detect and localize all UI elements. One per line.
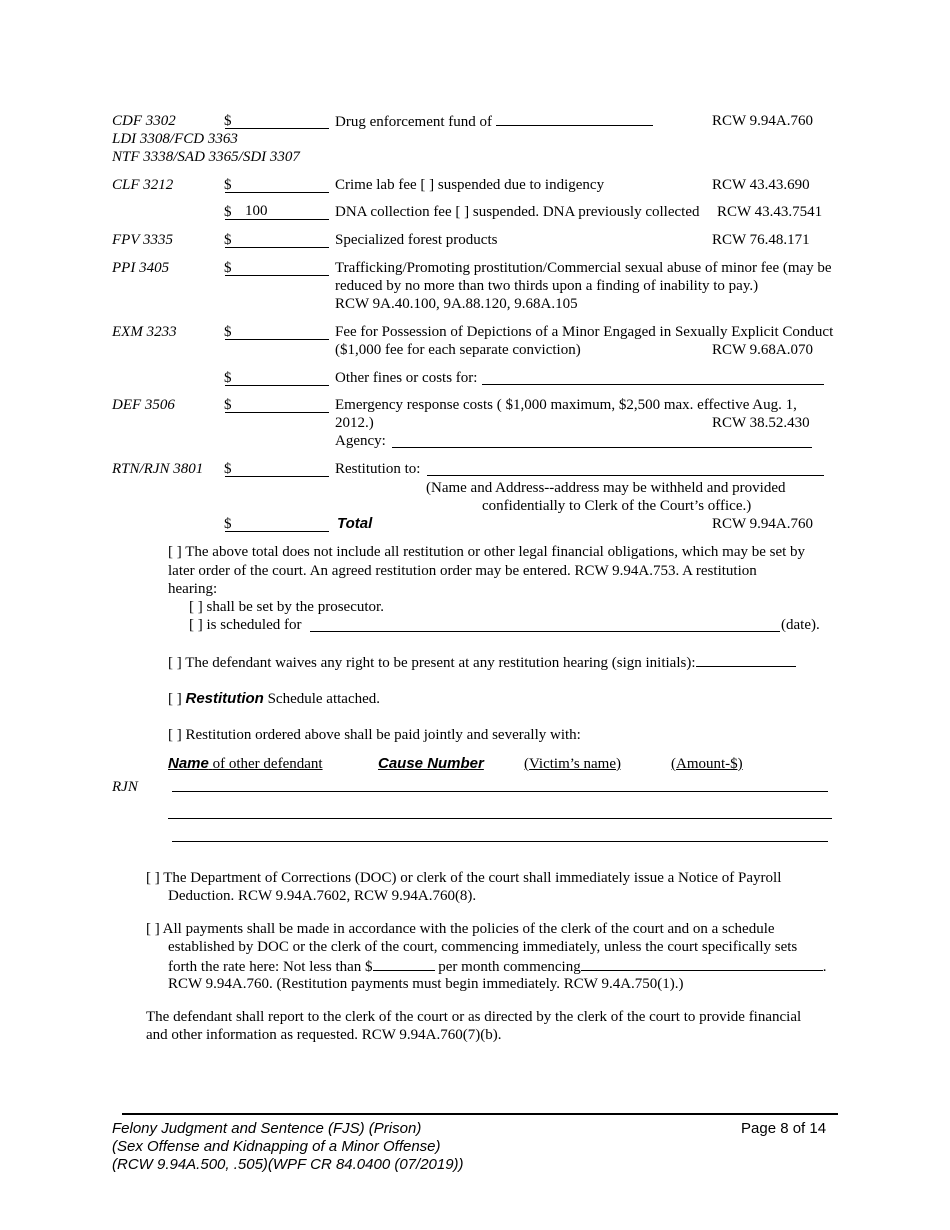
agency-label: Agency:	[335, 433, 386, 449]
joint-several-checkbox[interactable]: [ ] Restitution ordered above shall be paid jointly and severally with:	[168, 727, 581, 743]
dollar-sign: $	[224, 516, 232, 532]
payroll-deduction-text: Deduction. RCW 9.94A.7602, RCW 9.94A.760(8).	[168, 888, 477, 904]
hearing-option-scheduled[interactable]: [ ] is scheduled for	[189, 617, 302, 633]
fee-description: Drug enforcement fund of	[335, 112, 653, 131]
fee-description: Fee for Possession of Depictions of a Minor Engaged in Sexually Explicit Conduct	[335, 324, 834, 340]
dollar-sign: $	[224, 370, 232, 386]
fee-description: reduced by no more than two thirds upon a finding of inability to pay.)	[335, 278, 759, 294]
report-text: and other information as requested. RCW 9.94A.760(7)(b).	[146, 1027, 502, 1043]
footer-rule	[122, 1113, 838, 1115]
dollar-sign: $	[224, 397, 232, 413]
dollar-sign: $	[224, 324, 232, 340]
waive-checkbox-text[interactable]: [ ] The defendant waives any right to be present at any restitution hearing (sign initials):	[168, 653, 796, 672]
rcw-citation: RCW 76.48.171	[712, 232, 810, 248]
amount-field[interactable]	[225, 460, 329, 477]
footer-form-citation: (RCW 9.94A.500, .505)(WPF CR 84.0400 (07/2019))	[112, 1156, 464, 1173]
dollar-sign: $	[224, 260, 232, 276]
fee-code: EXM 3233	[112, 324, 177, 340]
rcw-citation: RCW 43.43.690	[712, 177, 810, 193]
fee-description: Other fines or costs for:	[335, 370, 478, 386]
rjn-code: RJN	[112, 779, 138, 795]
joint-defendant-line[interactable]	[172, 841, 828, 842]
payment-schedule-checkbox[interactable]: [ ] All payments shall be made in accordance with the policies of the clerk of the court and on a schedule	[146, 921, 775, 937]
hearing-date-field[interactable]	[310, 631, 780, 632]
amount-field[interactable]	[225, 323, 329, 340]
dollar-sign: $	[224, 177, 232, 193]
payroll-deduction-checkbox[interactable]: [ ] The Department of Corrections (DOC) or clerk of the court shall immediately issue a Notice of Payroll	[146, 870, 782, 886]
fee-description: DNA collection fee [ ] suspended. DNA previously collected	[335, 204, 700, 220]
fee-code: FPV 3335	[112, 232, 173, 248]
date-label: (date).	[781, 617, 820, 633]
fee-code: NTF 3338/SAD 3365/SDI 3307	[112, 149, 300, 165]
fee-description: ($1,000 fee for each separate conviction)	[335, 342, 581, 358]
dollar-sign: $	[224, 204, 232, 220]
page-number: Page 8 of 14	[741, 1120, 827, 1137]
footer-form-title: Felony Judgment and Sentence (FJS) (Prison)	[112, 1120, 422, 1137]
hearing-option-prosecutor[interactable]: [ ] shall be set by the prosecutor.	[189, 599, 384, 615]
restitution-note: confidentially to Clerk of the Court’s office.)	[482, 498, 752, 514]
schedule-attached-checkbox[interactable]: [ ] Restitution Schedule attached.	[168, 690, 381, 707]
fee-code: CLF 3212	[112, 177, 174, 193]
rcw-citation: RCW 9.68A.070	[712, 342, 813, 358]
drug-fund-field[interactable]	[496, 112, 653, 126]
payment-rate-line: forth the rate here: Not less than $ per month commencing .	[168, 959, 827, 975]
fee-description: Crime lab fee [ ] suspended due to indigency	[335, 177, 605, 193]
fee-description: Emergency response costs ( $1,000 maximum, $2,500 max. effective Aug. 1,	[335, 397, 797, 413]
amount-field[interactable]	[225, 396, 329, 413]
fee-code: PPI 3405	[112, 260, 170, 276]
column-header-amount: (Amount-$)	[671, 756, 743, 772]
footer-form-subtitle: (Sex Offense and Kidnapping of a Minor Offense)	[112, 1138, 441, 1155]
initials-field[interactable]	[696, 653, 796, 667]
restitution-paragraph: hearing:	[168, 581, 218, 597]
amount-field[interactable]	[225, 231, 329, 248]
fee-description: 2012.)	[335, 415, 374, 431]
payment-schedule-text: RCW 9.94A.760. (Restitution payments must begin immediately. RCW 9.4A.750(1).)	[168, 976, 684, 992]
amount-field[interactable]	[225, 112, 329, 129]
agency-field[interactable]	[392, 447, 812, 448]
rcw-citation: RCW 9.94A.760	[712, 113, 813, 129]
fee-code: DEF 3506	[112, 397, 175, 413]
fee-code: RTN/RJN 3801	[112, 461, 204, 477]
report-text: The defendant shall report to the clerk of the court or as directed by the clerk of the court to provide financial	[146, 1009, 802, 1025]
rcw-citation: RCW 38.52.430	[712, 415, 810, 431]
restitution-note: (Name and Address--address may be withheld and provided	[426, 480, 786, 496]
dollar-sign: $	[224, 113, 232, 129]
restitution-to-field[interactable]	[427, 475, 824, 476]
column-header-victim: (Victim’s name)	[524, 756, 621, 772]
dollar-sign: $	[224, 232, 232, 248]
payment-schedule-text: established by DOC or the clerk of the court, commencing immediately, unless the court specifically sets	[168, 939, 798, 955]
amount-field[interactable]	[225, 369, 329, 386]
amount-field[interactable]	[225, 176, 329, 193]
total-label: Total	[337, 515, 373, 532]
fee-description: Restitution to:	[335, 461, 421, 477]
joint-defendant-line[interactable]	[172, 791, 828, 792]
restitution-paragraph: later order of the court. An agreed restitution order may be entered. RCW 9.94A.753. A restitution	[168, 563, 757, 579]
monthly-amount-field[interactable]	[373, 957, 435, 971]
fee-code: LDI 3308/FCD 3363	[112, 131, 238, 147]
amount-field[interactable]: 100	[225, 203, 329, 220]
commencing-date-field[interactable]	[581, 957, 823, 971]
total-amount-field[interactable]	[225, 515, 329, 532]
fee-description: Trafficking/Promoting prostitution/Commercial sexual abuse of minor fee (may be	[335, 260, 832, 276]
rcw-citation: RCW 43.43.7541	[717, 204, 823, 220]
restitution-paragraph: [ ] The above total does not include all restitution or other legal financial obligations, which may be set by	[168, 544, 806, 560]
dollar-sign: $	[224, 461, 232, 477]
amount-field[interactable]	[225, 259, 329, 276]
joint-defendant-line[interactable]	[168, 818, 832, 819]
fee-code: CDF 3302	[112, 113, 176, 129]
column-header-name: Name of other defendant	[168, 755, 323, 772]
rcw-citation: RCW 9.94A.760	[712, 516, 813, 532]
fee-description: RCW 9A.40.100, 9A.88.120, 9.68A.105	[335, 296, 578, 312]
column-header-cause: Cause Number	[378, 755, 484, 772]
fee-description: Specialized forest products	[335, 232, 498, 248]
other-fines-field[interactable]	[482, 384, 824, 385]
